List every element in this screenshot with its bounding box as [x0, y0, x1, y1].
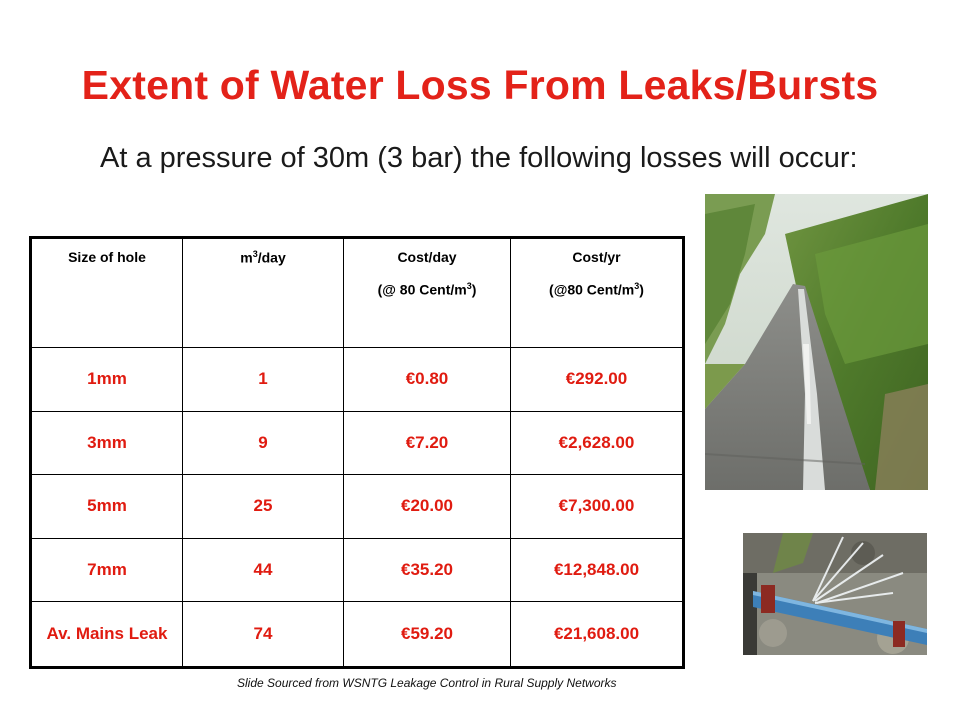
cell-cost-day: €0.80	[344, 348, 511, 412]
cell-cost-day: €20.00	[344, 475, 511, 539]
cell-flow: 9	[183, 411, 344, 475]
cell-flow: 44	[183, 538, 344, 602]
cell-cost-day: €35.20	[344, 538, 511, 602]
table-header-row	[31, 238, 684, 348]
source-note: Slide Sourced from WSNTG Leakage Control in Rural Supply Networks	[237, 676, 617, 690]
table-row	[31, 538, 684, 602]
cell-cost-yr: €2,628.00	[511, 411, 684, 475]
cell-cost-day: €59.20	[344, 602, 511, 668]
cell-flow: 1	[183, 348, 344, 412]
cell-flow: 74	[183, 602, 344, 668]
table-row	[31, 475, 684, 539]
cell-size: 1mm	[31, 348, 183, 412]
cell-cost-yr: €7,300.00	[511, 475, 684, 539]
cell-size: 7mm	[31, 538, 183, 602]
slide-title: Extent of Water Loss From Leaks/Bursts	[81, 62, 879, 108]
cell-cost-yr: €292.00	[511, 348, 684, 412]
cell-cost-day: €7.20	[344, 411, 511, 475]
cell-size: Av. Mains Leak	[31, 602, 183, 668]
table-row	[31, 411, 684, 475]
cell-cost-yr: €12,848.00	[511, 538, 684, 602]
header-cost-day: Cost/day (@ 80 Cent/$m^3$)	[344, 238, 511, 348]
table-row	[31, 602, 684, 668]
table-row	[31, 348, 684, 412]
water-loss-table	[29, 236, 685, 669]
cell-size: 3mm	[31, 411, 183, 475]
header-cost-yr: Cost/yr (@80 Cent/$m^3$)	[511, 238, 684, 348]
cell-size: 5mm	[31, 475, 183, 539]
road-leak-photo	[705, 194, 928, 490]
pipe-burst-photo	[743, 533, 927, 655]
header-size: Size of hole	[31, 238, 183, 348]
header-flow: $m^3$/day	[183, 238, 344, 348]
cell-cost-yr: €21,608.00	[511, 602, 684, 668]
cell-flow: 25	[183, 475, 344, 539]
slide-subtitle: At a pressure of 30m (3 bar) the following losses will occur:	[100, 142, 858, 174]
